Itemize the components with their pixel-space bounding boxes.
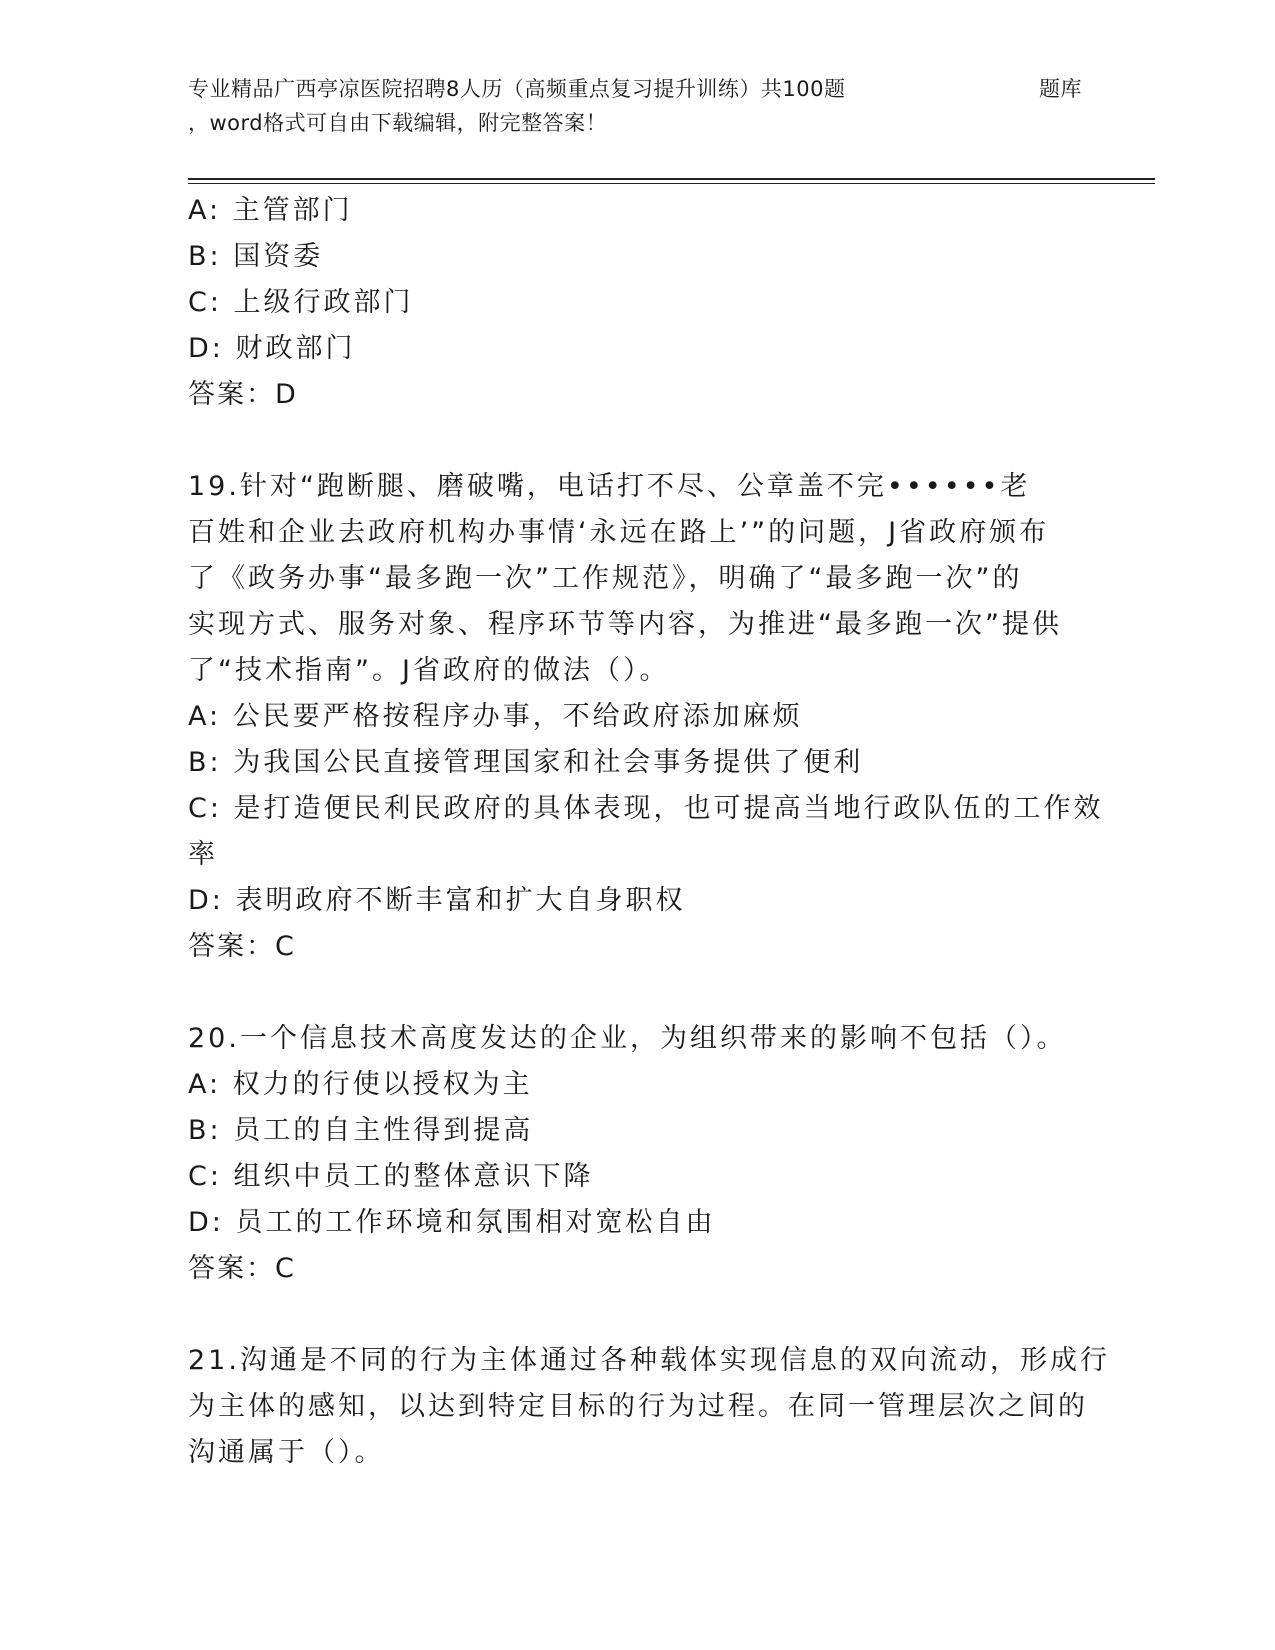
header-title-line-2: ，word格式可自由下载编辑，附完整答案！ [188, 111, 608, 135]
q18-option-b: B: 国资委 [188, 241, 324, 272]
q21-stem-line-1: 21.沟通是不同的行为主体通过各种载体实现信息的双向流动，形成行 [188, 1345, 1110, 1376]
spacer [188, 970, 1088, 1016]
question-19-block [188, 464, 1104, 970]
q19-option-c: C: 是打造便民利民政府的具体表现，也可提高当地行政队伍的工作效 [188, 793, 1104, 824]
q20-stem-line-1: 20.一个信息技术高度发达的企业，为组织带来的影响不包括（）。 [188, 1023, 1067, 1054]
q18-option-a: A: 主管部门 [188, 195, 353, 226]
q19-stem-line-3: 了《政务办事“最多跑一次”工作规范》，明确了“最多跑一次”的 [188, 563, 1023, 594]
q21-stem-line-2: 为主体的感知，以达到特定目标的行为过程。在同一管理层次之间的 [188, 1391, 1088, 1422]
q20-option-d: D: 员工的工作环境和氛围相对宽松自由 [188, 1207, 716, 1238]
q20-option-b: B: 员工的自主性得到提高 [188, 1115, 534, 1146]
q20-option-a: A: 权力的行使以授权为主 [188, 1069, 533, 1100]
spacer [188, 418, 1088, 464]
question-21-block [188, 1338, 1110, 1476]
q19-stem-line-1: 19.针对“跑断腿、磨破嘴，电话打不尽、公章盖不完••••••老 [188, 471, 1031, 502]
q18-option-c: C: 上级行政部门 [188, 287, 414, 318]
page-content [188, 188, 1110, 1476]
q19-stem-line-4: 实现方式、服务对象、程序环节等内容，为推进“最多跑一次”提供 [188, 609, 1062, 640]
q18-option-d: D: 财政部门 [188, 333, 356, 364]
spacer [188, 1292, 1088, 1338]
header-title-line-1: 专业精品广西亭凉医院招聘8人历（高频重点复习提升训练）共100题 [188, 77, 846, 101]
q19-stem-line-5: 了“技术指南”。J省政府的做法（）。 [188, 655, 670, 686]
question-20-block [188, 1016, 1088, 1292]
header-rule-thin [188, 183, 1155, 184]
question-18-block [188, 188, 1088, 418]
q20-option-c: C: 组织中员工的整体意识下降 [188, 1161, 594, 1192]
page-header [188, 72, 1158, 140]
q20-answer: 答案：C [188, 1253, 296, 1284]
q19-option-d: D: 表明政府不断丰富和扩大自身职权 [188, 885, 686, 916]
q19-option-c-continued: 率 [188, 839, 218, 870]
header-rule-thick [188, 178, 1155, 180]
q18-answer: 答案：D [188, 379, 298, 410]
q19-stem-line-2: 百姓和企业去政府机构办事情‘永远在路上’”的问题，J省政府颁布 [188, 517, 1050, 548]
header-tag: 题库 [1039, 77, 1082, 101]
q19-option-b: B: 为我国公民直接管理国家和社会事务提供了便利 [188, 747, 864, 778]
q21-stem-line-3: 沟通属于（）。 [188, 1437, 385, 1468]
q19-answer: 答案：C [188, 931, 296, 962]
q19-option-a: A: 公民要严格按程序办事，不给政府添加麻烦 [188, 701, 803, 732]
